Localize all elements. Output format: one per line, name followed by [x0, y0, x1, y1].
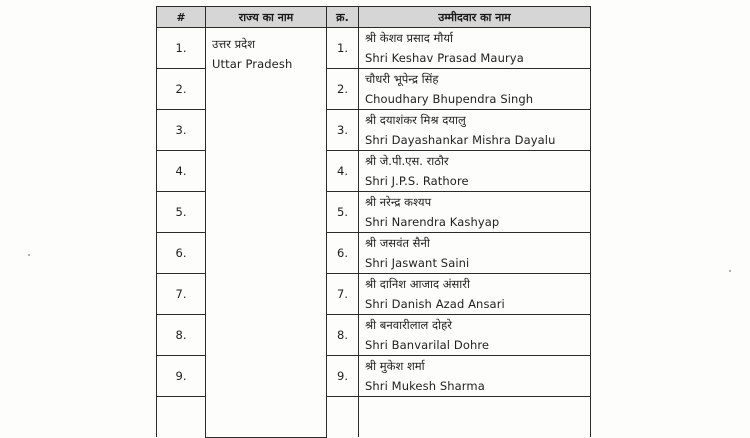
candidate-name-hindi: श्री जे.पी.एस. राठौर — [365, 154, 449, 168]
candidate-number: 6. — [327, 233, 359, 274]
scan-speck — [28, 254, 30, 256]
candidate-name-english: Shri Banvarilal Dohre — [365, 338, 490, 352]
candidate-name-cell — [359, 274, 591, 315]
candidate-name-english: Shri Mukesh Sharma — [365, 379, 485, 393]
candidate-name-cell — [359, 28, 591, 69]
header-state-name: राज्य का नाम — [206, 7, 327, 28]
candidate-name-english: Shri J.P.S. Rathore — [365, 174, 469, 188]
table-header — [157, 7, 591, 28]
tail-cell-number — [327, 397, 359, 438]
candidate-name-hindi: श्री नरेन्द्र कश्यप — [365, 195, 432, 209]
header-kr: क्र. — [327, 7, 359, 28]
serial-number: 9. — [157, 356, 206, 397]
candidate-number: 3. — [327, 110, 359, 151]
serial-number: 5. — [157, 192, 206, 233]
candidate-name-hindi: श्री दानिश आजाद अंसारी — [365, 277, 470, 291]
header-serial: # — [157, 7, 206, 28]
state-name-cell — [206, 28, 327, 438]
header-row — [157, 7, 591, 28]
candidate-list-table — [156, 6, 591, 438]
candidate-number: 2. — [327, 69, 359, 110]
table-row — [157, 28, 591, 69]
state-name-hindi: उत्तर प्रदेश — [212, 37, 256, 51]
tail-cell-serial — [157, 397, 206, 438]
candidate-name-hindi: श्री बनवारीलाल दोहरे — [365, 318, 452, 332]
serial-number: 6. — [157, 233, 206, 274]
candidate-number: 7. — [327, 274, 359, 315]
serial-number: 8. — [157, 315, 206, 356]
table-body — [157, 28, 591, 438]
serial-number: 3. — [157, 110, 206, 151]
tail-cell-name — [359, 397, 591, 438]
candidate-name-cell — [359, 233, 591, 274]
candidate-name-english: Shri Jaswant Saini — [365, 256, 470, 270]
candidate-name-english: Choudhary Bhupendra Singh — [365, 92, 534, 106]
scan-speck — [729, 270, 731, 272]
candidate-name-english: Shri Danish Azad Ansari — [365, 297, 505, 311]
candidate-name-cell — [359, 356, 591, 397]
candidate-name-cell — [359, 69, 591, 110]
header-candidate-name: उम्मीदवार का नाम — [359, 7, 591, 28]
candidate-name-cell — [359, 192, 591, 233]
candidate-name-cell — [359, 315, 591, 356]
serial-number: 4. — [157, 151, 206, 192]
candidate-name-hindi: श्री दयाशंकर मिश्र दयालु — [365, 113, 466, 127]
candidate-name-english: Shri Keshav Prasad Maurya — [365, 51, 524, 65]
candidate-number: 1. — [327, 28, 359, 69]
candidate-number: 8. — [327, 315, 359, 356]
candidate-name-cell — [359, 151, 591, 192]
candidate-name-hindi: श्री केशव प्रसाद मौर्या — [365, 31, 454, 45]
candidate-number: 9. — [327, 356, 359, 397]
candidate-name-cell — [359, 110, 591, 151]
state-name-english: Uttar Pradesh — [212, 57, 293, 71]
serial-number: 7. — [157, 274, 206, 315]
candidate-name-english: Shri Narendra Kashyap — [365, 215, 500, 229]
serial-number: 2. — [157, 69, 206, 110]
candidate-name-english: Shri Dayashankar Mishra Dayalu — [365, 133, 556, 147]
candidate-name-hindi: श्री जसवंत सैनी — [365, 236, 430, 250]
candidate-number: 4. — [327, 151, 359, 192]
candidate-name-hindi: चौधरी भूपेन्द्र सिंह — [365, 72, 439, 86]
candidate-number: 5. — [327, 192, 359, 233]
serial-number: 1. — [157, 28, 206, 69]
candidate-name-hindi: श्री मुकेश शर्मा — [365, 359, 425, 373]
